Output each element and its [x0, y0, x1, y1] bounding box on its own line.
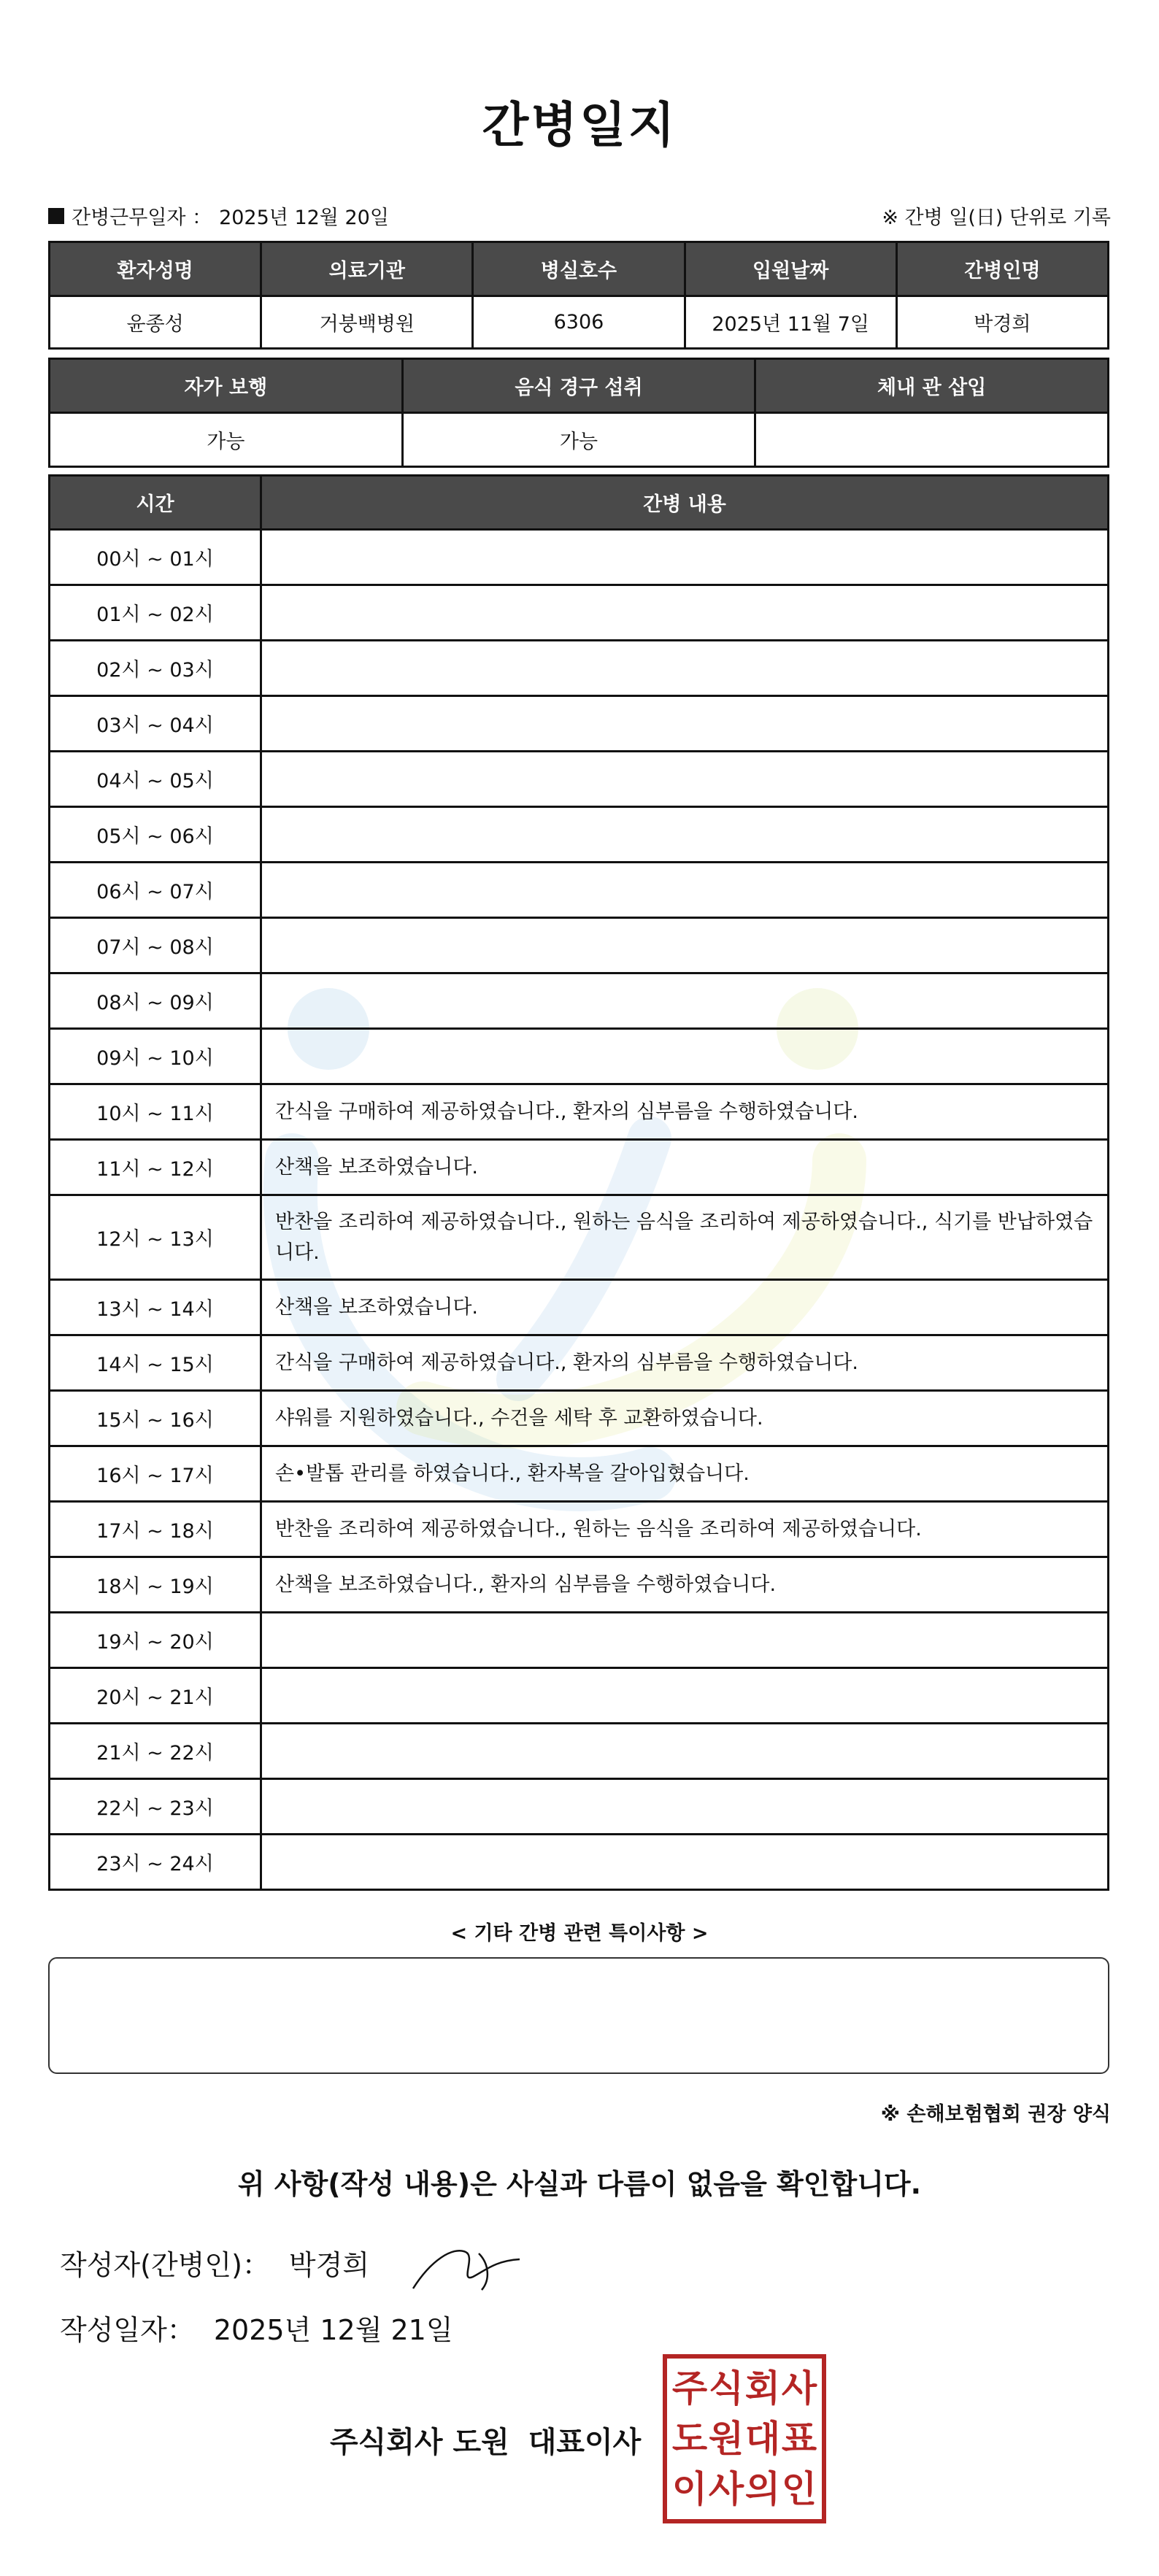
care-log-table [48, 474, 1109, 1891]
content-cell [261, 585, 1109, 641]
patient-status-table [48, 358, 1109, 468]
self-walking-value: 가능 [50, 413, 403, 467]
content-cell [261, 863, 1109, 918]
content-cell [261, 973, 1109, 1029]
work-date-label: 간병근무일자 ： [72, 207, 212, 229]
square-bullet-icon [48, 208, 64, 224]
form-source-note: ※ 손해보험협회 권장 양식 [880, 2103, 1111, 2126]
time-cell: 09시 ~ 10시 [50, 1029, 261, 1084]
write-date-label: 작성일자： [60, 2314, 195, 2346]
seal-character: 인 [781, 2468, 817, 2511]
table-row [50, 1280, 1109, 1335]
time-cell: 19시 ~ 20시 [50, 1613, 261, 1668]
seal-character: 사 [781, 2367, 817, 2410]
oral-intake-value: 가능 [402, 413, 755, 467]
care-log-header-row [50, 476, 1109, 530]
time-cell: 04시 ~ 05시 [50, 752, 261, 807]
work-date-line [48, 201, 389, 230]
content-cell [261, 696, 1109, 752]
table-row [50, 1446, 1109, 1502]
time-cell: 12시 ~ 13시 [50, 1195, 261, 1280]
content-cell [261, 641, 1109, 696]
header-patient-name: 환자성명 [50, 242, 261, 296]
time-cell: 07시 ~ 08시 [50, 918, 261, 973]
content-cell [261, 1779, 1109, 1835]
work-date-value: 2025년 12월 20일 [219, 207, 389, 229]
seal-character: 주 [671, 2367, 708, 2410]
room-number: 6306 [473, 296, 685, 349]
seal-character: 표 [781, 2417, 817, 2460]
header-tube-insertion: 체내 관 삽입 [755, 359, 1109, 413]
patient-status-value-row [50, 413, 1109, 467]
table-row [50, 696, 1109, 752]
seal-character: 사 [708, 2468, 744, 2511]
content-cell: 산책을 보조하였습니다. [261, 1140, 1109, 1195]
content-cell [261, 1668, 1109, 1724]
writer-name: 박경희 [288, 2249, 370, 2281]
time-cell: 17시 ~ 18시 [50, 1502, 261, 1557]
content-cell: 산책을 보조하였습니다., 환자의 심부름을 수행하였습니다. [261, 1557, 1109, 1613]
hospital-name: 거붕백병원 [261, 296, 473, 349]
confirmation-statement: 위 사항(작성 내용)은 사실과 다름이 없음을 확인합니다. [237, 2168, 922, 2200]
table-row [50, 1613, 1109, 1668]
content-cell [261, 1835, 1109, 1890]
seal-character: 이 [671, 2468, 708, 2511]
time-cell: 15시 ~ 16시 [50, 1391, 261, 1446]
table-row [50, 1335, 1109, 1391]
time-cell: 08시 ~ 09시 [50, 973, 261, 1029]
table-row [50, 1724, 1109, 1779]
special-notes-box [48, 1957, 1109, 2074]
content-cell: 손•발톱 관리를 하였습니다., 환자복을 갈아입혔습니다. [261, 1446, 1109, 1502]
content-cell [261, 918, 1109, 973]
seal-character: 의 [744, 2468, 781, 2511]
time-cell: 23시 ~ 24시 [50, 1835, 261, 1890]
content-cell [261, 1029, 1109, 1084]
company-line [330, 2419, 641, 2461]
time-cell: 10시 ~ 11시 [50, 1084, 261, 1140]
time-cell: 13시 ~ 14시 [50, 1280, 261, 1335]
write-date-line [60, 2307, 453, 2348]
table-row [50, 752, 1109, 807]
time-cell: 20시 ~ 21시 [50, 1668, 261, 1724]
time-cell: 14시 ~ 15시 [50, 1335, 261, 1391]
seal-character: 식 [708, 2367, 744, 2410]
table-row [50, 973, 1109, 1029]
page-title: 간병일지 [482, 97, 677, 153]
table-row [50, 1835, 1109, 1890]
time-cell: 16시 ~ 17시 [50, 1446, 261, 1502]
table-row [50, 863, 1109, 918]
table-row [50, 918, 1109, 973]
content-cell [261, 752, 1109, 807]
table-row [50, 1140, 1109, 1195]
company-seal-stamp [663, 2354, 826, 2523]
time-cell: 18시 ~ 19시 [50, 1557, 261, 1613]
content-cell [261, 530, 1109, 585]
table-row [50, 641, 1109, 696]
writer-line [60, 2243, 369, 2283]
special-notes-title: < 기타 간병 관련 특이사항 > [450, 1922, 709, 1945]
time-cell: 03시 ~ 04시 [50, 696, 261, 752]
content-cell [261, 807, 1109, 863]
content-cell: 산책을 보조하였습니다. [261, 1280, 1109, 1335]
table-row [50, 1084, 1109, 1140]
header-oral-intake: 음식 경구 섭취 [402, 359, 755, 413]
time-cell: 05시 ~ 06시 [50, 807, 261, 863]
table-row [50, 807, 1109, 863]
time-cell: 00시 ~ 01시 [50, 530, 261, 585]
write-date-value: 2025년 12월 21일 [213, 2314, 453, 2346]
table-row [50, 1668, 1109, 1724]
caregiver-name: 박경희 [896, 296, 1108, 349]
content-cell: 샤워를 지원하였습니다., 수건을 세탁 후 교환하였습니다. [261, 1391, 1109, 1446]
admission-date: 2025년 11월 7일 [685, 296, 896, 349]
content-cell [261, 1613, 1109, 1668]
table-row [50, 1195, 1109, 1280]
seal-character: 대 [744, 2417, 781, 2460]
seal-character: 원 [708, 2417, 744, 2460]
company-name: 주식회사 도원 [330, 2426, 509, 2459]
content-cell: 간식을 구매하여 제공하였습니다., 환자의 심부름을 수행하였습니다. [261, 1335, 1109, 1391]
header-self-walking: 자가 보행 [50, 359, 403, 413]
header-care-content: 간병 내용 [261, 476, 1109, 530]
patient-status-header-row [50, 359, 1109, 413]
content-cell [261, 1724, 1109, 1779]
seal-text [671, 2363, 817, 2515]
patient-info-table [48, 241, 1109, 350]
writer-label: 작성자(간병인)： [60, 2249, 270, 2281]
patient-name: 윤종성 [50, 296, 261, 349]
header-room-number: 병실호수 [473, 242, 685, 296]
header-hospital: 의료기관 [261, 242, 473, 296]
patient-info-value-row [50, 296, 1109, 349]
time-cell: 21시 ~ 22시 [50, 1724, 261, 1779]
time-cell: 06시 ~ 07시 [50, 863, 261, 918]
signature-icon [409, 2232, 525, 2297]
time-cell: 22시 ~ 23시 [50, 1779, 261, 1835]
content-cell: 간식을 구매하여 제공하였습니다., 환자의 심부름을 수행하였습니다. [261, 1084, 1109, 1140]
tube-insertion-value [755, 413, 1109, 467]
patient-info-header-row [50, 242, 1109, 296]
table-row [50, 1779, 1109, 1835]
time-cell: 02시 ~ 03시 [50, 641, 261, 696]
table-row [50, 1029, 1109, 1084]
header-caregiver-name: 간병인명 [896, 242, 1108, 296]
table-row [50, 1391, 1109, 1446]
table-row [50, 530, 1109, 585]
company-title: 대표이사 [528, 2426, 642, 2459]
record-unit-note: ※ 간병 일(日) 단위로 기록 [882, 207, 1111, 229]
content-cell: 반찬을 조리하여 제공하였습니다., 원하는 음식을 조리하여 제공하였습니다. [261, 1502, 1109, 1557]
header-admission-date: 입원날짜 [685, 242, 896, 296]
seal-character: 회 [744, 2367, 781, 2410]
table-row [50, 1502, 1109, 1557]
header-time: 시간 [50, 476, 261, 530]
time-cell: 01시 ~ 02시 [50, 585, 261, 641]
content-cell: 반찬을 조리하여 제공하였습니다., 원하는 음식을 조리하여 제공하였습니다., 식기를 반납하였습니다. [261, 1195, 1109, 1280]
time-cell: 11시 ~ 12시 [50, 1140, 261, 1195]
seal-character: 도 [671, 2417, 708, 2460]
table-row [50, 585, 1109, 641]
table-row [50, 1557, 1109, 1613]
